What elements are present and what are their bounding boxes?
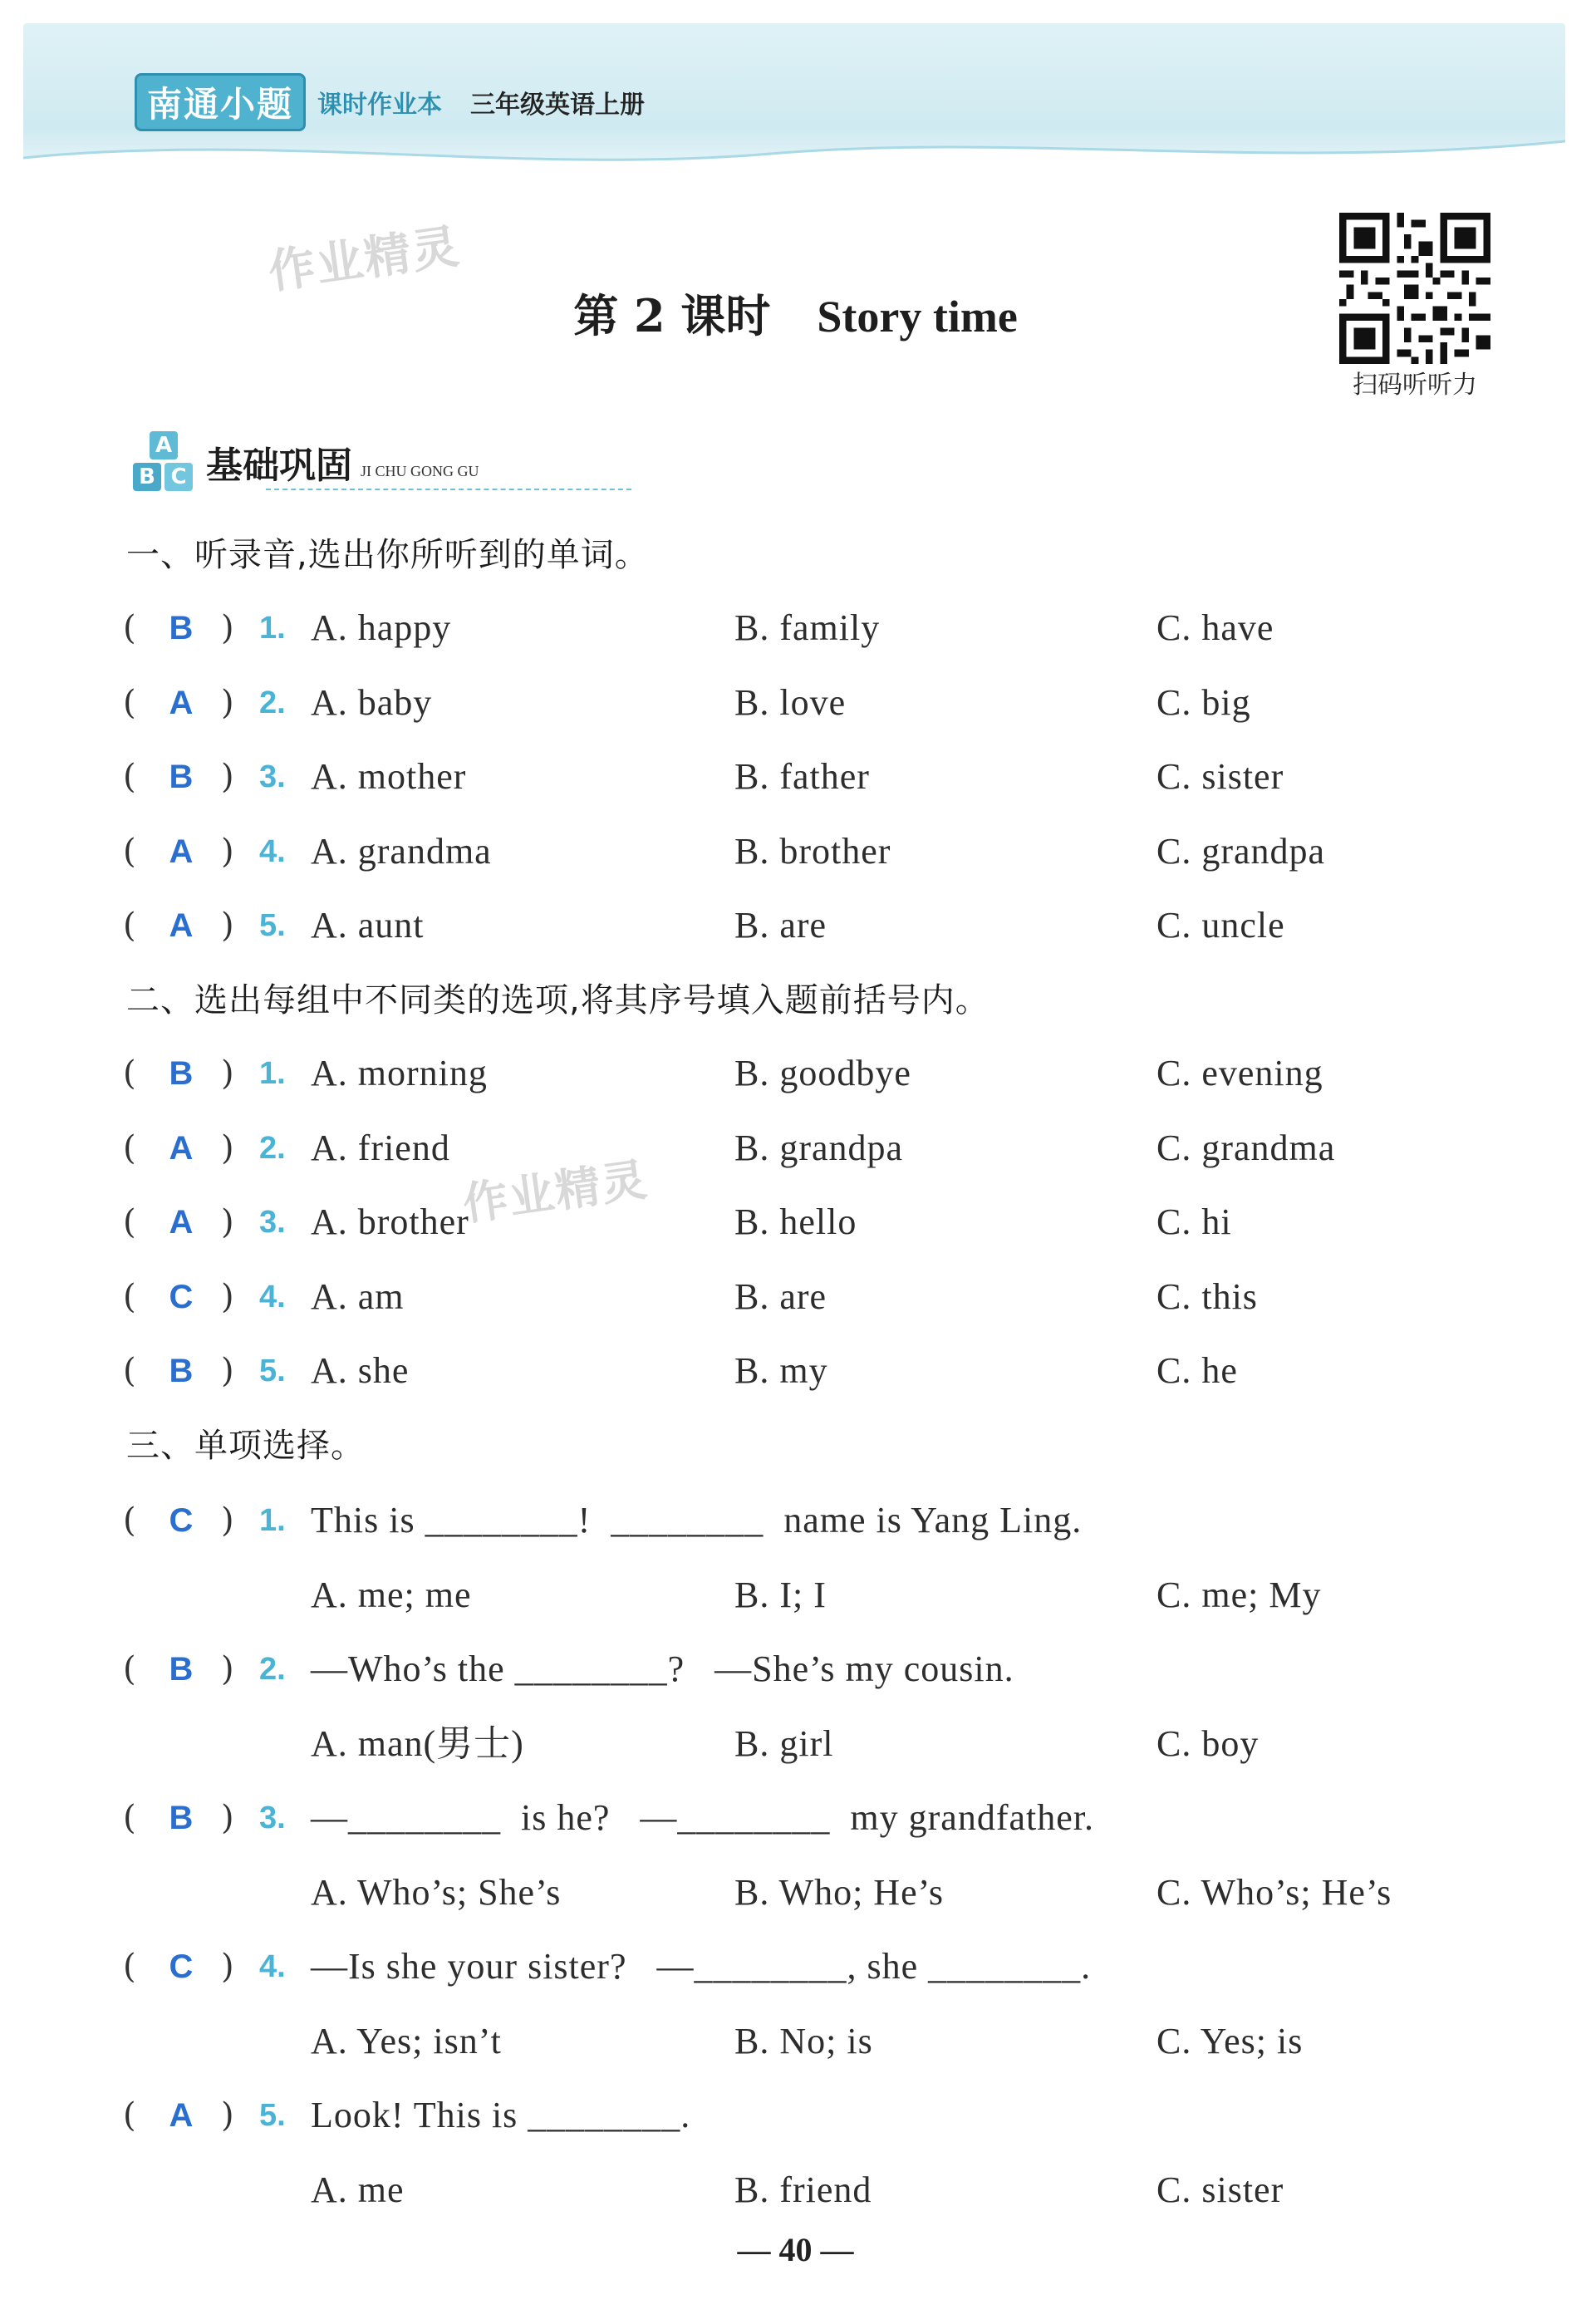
- question-number: 3.: [259, 1205, 286, 1240]
- answer-paren-close: ): [221, 832, 234, 871]
- option-b[interactable]: B. are: [734, 905, 827, 946]
- option-a[interactable]: A. she: [311, 1350, 410, 1391]
- block-b: B: [133, 463, 161, 491]
- block-a: A: [150, 431, 178, 459]
- option-a[interactable]: A. friend: [311, 1127, 450, 1168]
- option-b[interactable]: B. friend: [734, 2169, 872, 2210]
- question-row: [0, 827, 1591, 877]
- answer-paren-open: (: [123, 1948, 136, 1986]
- answer-field[interactable]: B: [169, 610, 194, 646]
- option-a[interactable]: A. grandma: [311, 830, 492, 872]
- options-row: [0, 1570, 1591, 1620]
- answer-paren-open: (: [123, 832, 136, 871]
- option-b[interactable]: B. grandpa: [734, 1127, 904, 1168]
- question-row: [0, 2091, 1591, 2140]
- option-a[interactable]: A. baby: [311, 681, 433, 723]
- answer-paren-open: (: [123, 907, 136, 945]
- answer-paren-open: (: [123, 1054, 136, 1093]
- option-b[interactable]: B. father: [734, 756, 870, 797]
- watermark: 作业精灵: [459, 1152, 651, 1231]
- answer-paren-close: ): [221, 609, 234, 647]
- option-c[interactable]: C. sister: [1156, 2169, 1284, 2210]
- answer-paren-close: ): [221, 1948, 234, 1986]
- part2-instruction: 二、选出每组中不同类的选项,将其序号填入题前括号内。: [126, 981, 989, 1020]
- question-stem: —________ is he? —________ my grandfather.: [311, 1797, 1094, 1838]
- section-title: 基础巩固: [206, 445, 352, 487]
- option-c[interactable]: C. he: [1156, 1350, 1238, 1391]
- brand-logo: 南通小题: [135, 73, 306, 131]
- block-c: C: [165, 463, 193, 491]
- book-title: 三年级英语上册: [470, 91, 646, 120]
- question-row: [0, 1942, 1591, 1992]
- answer-paren-open: (: [123, 758, 136, 796]
- answer-field[interactable]: B: [169, 1055, 194, 1092]
- option-c[interactable]: C. big: [1156, 681, 1251, 723]
- question-row: [0, 752, 1591, 802]
- answer-field[interactable]: A: [169, 1204, 194, 1241]
- answer-paren-open: (: [123, 1203, 136, 1241]
- question-stem: Look! This is ________.: [311, 2095, 691, 2135]
- answer-paren-open: (: [123, 1501, 136, 1540]
- option-c[interactable]: C. hi: [1156, 1201, 1232, 1242]
- section-pinyin: JI CHU GONG GU: [361, 462, 479, 479]
- answer-field[interactable]: A: [169, 684, 194, 721]
- question-number: 5.: [259, 908, 286, 943]
- option-a[interactable]: A. am: [311, 1275, 405, 1317]
- answer-paren-close: ): [221, 683, 234, 722]
- option-c[interactable]: C. evening: [1156, 1053, 1323, 1093]
- answer-field[interactable]: A: [169, 1129, 194, 1167]
- section-underline: [266, 485, 631, 490]
- answer-paren-close: ): [221, 1128, 234, 1167]
- option-b[interactable]: B. girl: [734, 1723, 834, 1764]
- answer-field[interactable]: A: [169, 907, 194, 944]
- question-number: 4.: [259, 1279, 286, 1314]
- question-number: 4.: [259, 833, 286, 869]
- question-row: [0, 1496, 1591, 1545]
- options-row: [0, 1719, 1591, 1769]
- answer-paren-open: (: [123, 1352, 136, 1390]
- question-row: [0, 1197, 1591, 1247]
- options-row: [0, 1868, 1591, 1918]
- question-stem: —Who’s the ________? —She’s my cousin.: [311, 1648, 1014, 1689]
- answer-paren-open: (: [123, 1799, 136, 1837]
- option-a[interactable]: A. Yes; isn’t: [311, 2021, 502, 2061]
- answer-field[interactable]: B: [169, 759, 194, 795]
- answer-paren-close: ): [221, 1501, 234, 1540]
- header-wave: [23, 125, 1565, 183]
- option-a[interactable]: A. aunt: [311, 905, 425, 946]
- question-row: [0, 1272, 1591, 1322]
- question-number: 1.: [259, 1503, 286, 1538]
- option-c[interactable]: C. this: [1156, 1275, 1258, 1317]
- question-row: [0, 1049, 1591, 1098]
- answer-paren-close: ): [221, 1650, 234, 1688]
- option-a[interactable]: A. me: [311, 2169, 405, 2210]
- option-a[interactable]: A. mother: [311, 756, 467, 797]
- question-row: [0, 1793, 1591, 1843]
- section-heading: [133, 430, 479, 494]
- answer-paren-close: ): [221, 1352, 234, 1390]
- answer-field[interactable]: B: [169, 1353, 194, 1389]
- answer-paren-close: ): [221, 907, 234, 945]
- answer-field[interactable]: C: [169, 1948, 194, 1985]
- answer-paren-close: ): [221, 1054, 234, 1093]
- answer-paren-open: (: [123, 1650, 136, 1688]
- question-stem: —Is she your sister? —________, she ________.: [311, 1946, 1092, 1987]
- answer-field[interactable]: C: [169, 1278, 194, 1315]
- question-stem: This is ________! ________ name is Yang Ling.: [311, 1500, 1083, 1540]
- option-b[interactable]: B. are: [734, 1275, 827, 1317]
- option-b[interactable]: B. family: [734, 607, 881, 648]
- option-c[interactable]: C. have: [1156, 607, 1274, 648]
- answer-paren-close: ): [221, 1203, 234, 1241]
- question-number: 2.: [259, 1652, 286, 1687]
- lesson-number: 第 2 课时: [573, 289, 771, 342]
- question-row: [0, 603, 1591, 653]
- option-c[interactable]: C. sister: [1156, 756, 1284, 797]
- question-number: 3.: [259, 1801, 286, 1835]
- option-b[interactable]: B. Who; He’s: [734, 1872, 944, 1913]
- question-row: [0, 1644, 1591, 1694]
- question-number: 5.: [259, 2098, 286, 2133]
- answer-paren-open: (: [123, 1277, 136, 1316]
- option-b[interactable]: B. hello: [734, 1201, 857, 1242]
- answer-field[interactable]: B: [169, 1800, 194, 1836]
- question-row: [0, 1346, 1591, 1396]
- question-row: [0, 678, 1591, 728]
- option-a[interactable]: A. morning: [311, 1053, 488, 1093]
- question-row: [0, 901, 1591, 951]
- qr-caption: 扫码听听力: [1353, 371, 1477, 400]
- options-row: [0, 2017, 1591, 2066]
- part1-instruction: 一、听录音,选出你所听到的单词。: [126, 536, 649, 574]
- option-c[interactable]: C. me; My: [1156, 1575, 1322, 1615]
- answer-paren-open: (: [123, 2096, 136, 2135]
- option-a[interactable]: A. happy: [311, 607, 452, 648]
- answer-paren-open: (: [123, 1128, 136, 1167]
- question-number: 5.: [259, 1354, 286, 1388]
- option-c[interactable]: C. uncle: [1156, 905, 1285, 946]
- option-c[interactable]: C. Yes; is: [1156, 2021, 1304, 2061]
- answer-paren-open: (: [123, 683, 136, 722]
- answer-field[interactable]: A: [169, 2097, 194, 2134]
- option-a[interactable]: A. brother: [311, 1201, 469, 1242]
- question-number: 3.: [259, 759, 286, 794]
- answer-field[interactable]: C: [169, 1502, 194, 1539]
- option-c[interactable]: C. Who’s; He’s: [1156, 1872, 1392, 1913]
- option-c[interactable]: C. grandpa: [1156, 830, 1326, 872]
- watermark: 作业精灵: [265, 219, 464, 300]
- series-name: 课时作业本: [317, 91, 443, 120]
- qr-code-icon[interactable]: [1339, 213, 1490, 364]
- question-number: 4.: [259, 1949, 286, 1984]
- part3-instruction: 三、单项选择。: [126, 1427, 365, 1465]
- answer-paren-open: (: [123, 609, 136, 647]
- option-b[interactable]: B. my: [734, 1350, 828, 1391]
- header-brand: [135, 76, 645, 128]
- option-a[interactable]: A. me; me: [311, 1575, 472, 1615]
- option-b[interactable]: B. goodbye: [734, 1053, 911, 1093]
- option-a[interactable]: A. Who’s; She’s: [311, 1872, 562, 1913]
- answer-field[interactable]: A: [169, 833, 194, 870]
- abc-blocks-icon: [133, 431, 194, 493]
- lesson-name: Story time: [817, 292, 1018, 341]
- question-number: 2.: [259, 1130, 286, 1166]
- question-row: [0, 1123, 1591, 1173]
- answer-paren-close: ): [221, 1799, 234, 1837]
- options-row: [0, 2165, 1591, 2215]
- option-b[interactable]: B. I; I: [734, 1575, 827, 1615]
- answer-paren-close: ): [221, 758, 234, 796]
- question-number: 2.: [259, 685, 286, 720]
- answer-paren-close: ): [221, 1277, 234, 1316]
- option-b[interactable]: B. love: [734, 681, 847, 723]
- answer-paren-close: ): [221, 2096, 234, 2135]
- answer-field[interactable]: B: [169, 1651, 194, 1688]
- option-b[interactable]: B. brother: [734, 830, 891, 872]
- option-c[interactable]: C. grandma: [1156, 1127, 1336, 1168]
- option-a[interactable]: A. man(男士): [311, 1723, 524, 1764]
- option-b[interactable]: B. No; is: [734, 2021, 873, 2061]
- question-number: 1.: [259, 611, 286, 646]
- option-c[interactable]: C. boy: [1156, 1723, 1260, 1764]
- page-number: — 40 —: [737, 2231, 854, 2268]
- question-number: 1.: [259, 1056, 286, 1091]
